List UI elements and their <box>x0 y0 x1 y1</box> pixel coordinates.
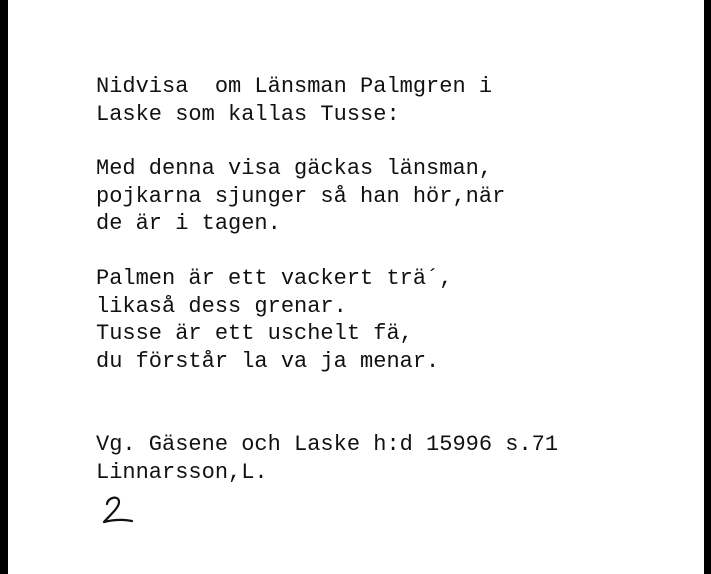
verse-line: likaså dess grenar. <box>96 293 347 319</box>
verse-line: pojkarna sjunger så han hör,när <box>96 183 506 209</box>
left-border <box>0 0 8 574</box>
title-line: Laske som kallas Tusse: <box>96 101 400 127</box>
verse-line: de är i tagen. <box>96 211 281 236</box>
source-line: Linnarsson,L. <box>96 459 268 485</box>
source-reference <box>96 431 558 486</box>
right-border <box>704 0 711 574</box>
title-line: Nidvisa om Länsman Palmgren i <box>96 74 493 99</box>
verse-line: Med denna visa gäckas länsman, <box>96 156 493 181</box>
source-line: Vg. Gäsene och Laske h:d 15996 s.71 <box>96 432 559 457</box>
stanza <box>96 155 505 238</box>
song-title <box>96 73 492 128</box>
stanza <box>96 265 452 375</box>
verse-line: Palmen är ett vackert trä´, <box>96 266 453 291</box>
handwritten-number <box>100 492 136 526</box>
verse-line: du förstår la va ja menar. <box>96 348 440 374</box>
verse-line: Tusse är ett uschelt fä, <box>96 321 413 346</box>
